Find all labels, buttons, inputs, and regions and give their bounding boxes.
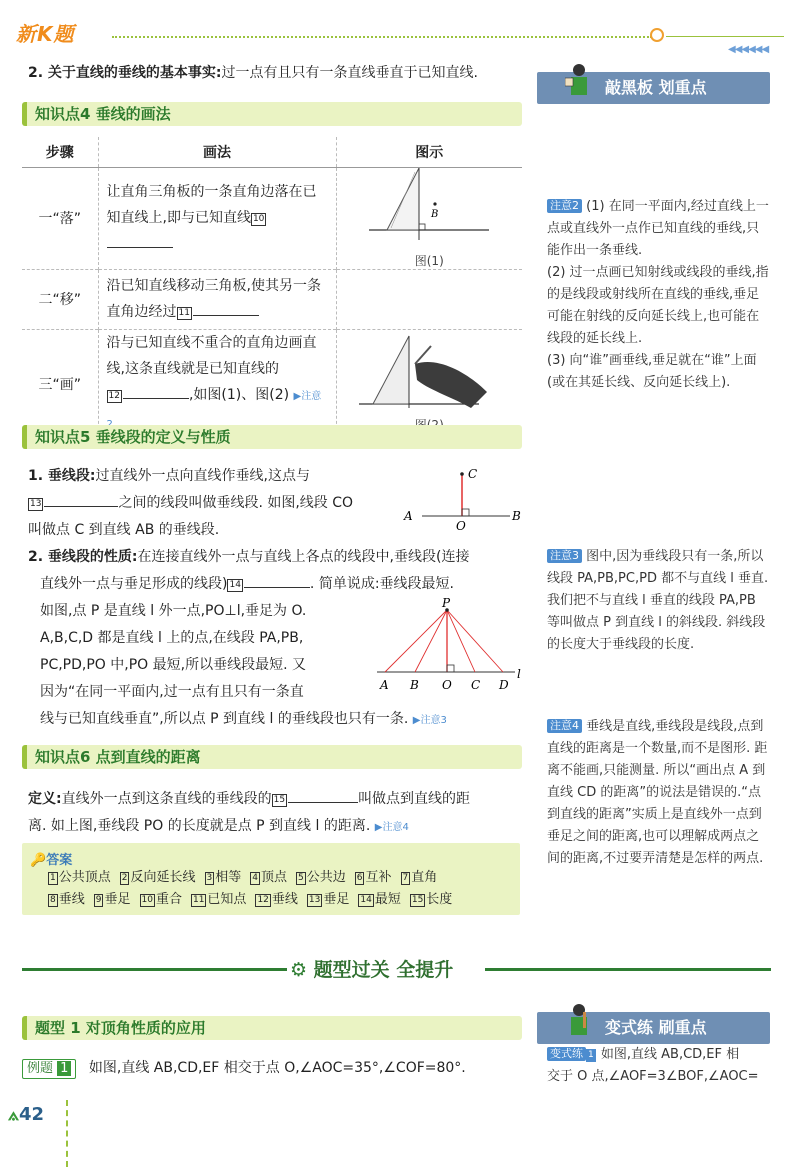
note-3: 注意3 图中,因为垂线段只有一条,所以线段 PA,PB,PC,PD 都不与直线 l 垂直. 我们把不与直线 l 垂直的线段 PA,PB 等叫做点 P 到直线 l 的斜线段. 斜线段的长度大于垂线段的长度.	[547, 549, 769, 652]
answer-item: 10 重合	[141, 892, 182, 907]
answer-item: 11 已知点	[192, 892, 247, 907]
section-banner: ⚙ 题型过关 全提升	[290, 959, 454, 981]
student-figure-icon	[565, 62, 593, 102]
figure-2-drawing-hand	[359, 334, 499, 412]
kp6-definition: 定义:直线外一点到这条直线的垂线段的 15 叫做点到直线的距 离. 如上图,垂线段 PO 的长度就是点 P 到直线 l 的距离. ▶注意4	[28, 791, 471, 834]
variant-tag: 变式练	[547, 1047, 586, 1061]
side-header-blackboard-title: 敲黑板 划重点	[605, 78, 707, 97]
header-circle-icon	[650, 28, 664, 42]
fig-label-b: B	[512, 509, 521, 523]
side-header-variant	[537, 1012, 770, 1044]
note-2-ref[interactable]: ▶注意	[293, 391, 322, 403]
note-3-ref[interactable]: ▶注意3	[412, 715, 447, 726]
note-2-p3: (3) 向“谁”画垂线,垂足就在“谁”上面(或在其延长线、反向延长线上).	[547, 353, 757, 390]
step-figure-cell	[336, 167, 522, 269]
answer-item: 2 反向延长线	[121, 870, 196, 885]
fig-label-o: O	[456, 519, 466, 532]
brand-logo: 新K题	[16, 22, 75, 46]
table-row	[22, 329, 522, 439]
answer-item: 12 垂线	[257, 892, 298, 907]
header-arrows-icon: ◀◀◀◀◀◀	[728, 44, 769, 55]
knowledge-point-6-title: 知识点6 点到直线的距离	[22, 745, 522, 769]
fig-label-a: A	[404, 509, 413, 523]
answer-item: 1 公共顶点	[50, 870, 111, 885]
answer-item: 13 垂足	[308, 892, 350, 907]
note-2: 注意2 (1) 在同一平面内,经过直线上一点或直线外一点作已知直线的垂线,只能作出一条垂线. (2) 过一点画已知射线或线段的垂线,指的是线段或射线所在直线的垂线,垂足可能在射线的反向延长线上,也可能在线段的延长线上. (3) 向“谁”画垂线,垂足就在“谁”上面(或在其延长线、反向延长线上).	[547, 196, 772, 394]
col-header-step: 步骤	[22, 137, 98, 167]
fig-label-c: C	[471, 678, 481, 692]
example-1: 例题 1 如图,直线 AB,CD,EF 相交于点 O,∠AOC=35°,∠COF=80°.	[22, 1055, 522, 1082]
answer-item: 5 公共边	[298, 870, 346, 885]
answer-row-2	[48, 890, 461, 910]
step-method: 沿与已知直线不重合的直角边画直线,这条直线就是已知直线的 12 ,如图(1)、图(2) ▶注意	[98, 329, 336, 439]
student-figure-icon	[565, 1002, 593, 1042]
variant-practice-1: 变式练 1 如图,直线 AB,CD,EF 相 交于 O 点,∠AOF=3∠BOF,∠AOC=	[547, 1047, 759, 1084]
answer-item: 8 垂线	[50, 892, 85, 907]
table-row	[22, 167, 522, 269]
note-4: 注意4 垂线是直线,垂线段是线段,点到直线的距离是一个数量,而不是图形. 距离不能画,只能测量. 所以“画出点 A 到直线 CD 的距离”的说法是错误的.“点到直线的距离”实质上是直线外一点到垂足之间的距离,也可以理解成两点之间的距离,不过要弄清楚是怎样的两点.	[547, 719, 768, 866]
perpendicular-segment-figure	[400, 462, 530, 532]
side-header-variant-title: 变式练 刷重点	[605, 1018, 707, 1037]
knowledge-point-4-title: 知识点4 垂线的画法	[22, 102, 522, 126]
step-figure-cell	[336, 329, 522, 439]
knowledge-point-5-title: 知识点5 垂线段的定义与性质	[22, 425, 522, 449]
step-figure-cell-empty	[336, 269, 522, 329]
fig-label-c: C	[468, 467, 478, 481]
step-method: 沿已知直线移动三角板,使其另一条直角边经过 11	[98, 269, 336, 329]
fact-2-text: 过一点有且只有一条直线垂直于已知直线.	[221, 65, 478, 81]
figure-1-set-square	[369, 168, 489, 248]
figure-1-point-label: B	[431, 208, 439, 220]
answer-item: 3 相等	[206, 870, 242, 885]
drawing-steps-table	[22, 137, 522, 439]
answer-item: 14 最短	[360, 892, 401, 907]
side-header-blackboard	[537, 72, 770, 104]
step-method: 让直角三角板的一条直角边落在已知直线上,即与已知直线 10	[98, 167, 336, 269]
fig-label-a: A	[380, 678, 389, 692]
step-label: 二“移”	[22, 269, 98, 329]
fact-2-prefix: 2. 关于直线的垂线的基本事实:	[28, 65, 222, 81]
col-header-figure: 图示	[336, 137, 522, 167]
header-rule	[666, 36, 784, 37]
answer-title: 🔑答案	[30, 853, 73, 868]
compass-icon: ⟑	[8, 1104, 19, 1125]
fig-label-d: D	[499, 678, 509, 692]
key-icon: 🔑	[30, 853, 47, 868]
fig-label-o: O	[442, 678, 452, 692]
answer-item: 9 垂足	[95, 892, 131, 907]
step-label: 三“画”	[22, 329, 98, 439]
slant-segments-figure	[375, 598, 525, 694]
fact-2	[28, 60, 478, 87]
fig-label-b: B	[410, 678, 419, 692]
note-2-tag: 注意2	[547, 199, 582, 213]
section-banner-line-right	[485, 968, 771, 971]
answer-item: 15 长度	[411, 892, 453, 907]
figure-1-caption: 图(1)	[414, 253, 444, 268]
footer-dash	[66, 1100, 68, 1167]
example-tag: 例题 1	[22, 1059, 76, 1079]
answer-item: 4 顶点	[252, 870, 287, 885]
note-2-p2: (2) 过一点画已知射线或线段的垂线,指的是线段或射线所在直线的垂线,垂足可能在射线的反向延长线上,也可能在线段的延长线上.	[547, 265, 769, 346]
kp5-definition-1: 1. 垂线段:过直线外一点向直线作垂线,这点与 13 之间的线段叫做垂线段. 如图,线段 CO 叫做点 C 到直线 AB 的垂线段.	[28, 468, 354, 538]
header-dotted-line	[112, 36, 652, 38]
answer-item: 6 互补	[356, 870, 392, 885]
gear-icon: ⚙	[290, 959, 308, 981]
note-4-tag: 注意4	[547, 719, 582, 733]
step-label: 一“落”	[22, 167, 98, 269]
fig-label-p: P	[442, 598, 451, 610]
note-3-tag: 注意3	[547, 549, 582, 563]
kp5-definition-2: 2. 垂线段的性质:在连接直线外一点与直线上各点的线段中,垂线段(连接 直线外一点与垂足形成的线段) 14 . 简单说成:垂线段最短. 如图,点 P 是直线 l 外一点,PO⊥l,垂足为 O. A,B,C,D 都是直线 l 上的点,在线段 PA,PB, PC,PD,PO 中,PO 最短,所以垂线段最短. 又 因为“在同一平面内,过一点有且只有一条直 线与已知直线垂直”,所以点 P 到直线 l 的垂线段也只有一条. ▶注意3	[28, 549, 470, 727]
page-number: ⟑42	[8, 1104, 45, 1125]
section-banner-line-left	[22, 968, 287, 971]
answer-row-1	[48, 868, 446, 888]
question-type-1-title: 题型 1 对顶角性质的应用	[22, 1016, 522, 1040]
table-row	[22, 269, 522, 329]
fig-label-l: l	[517, 667, 521, 681]
note-4-ref[interactable]: ▶注意4	[374, 822, 409, 833]
answer-item: 7 直角	[402, 870, 438, 885]
col-header-method: 画法	[98, 137, 336, 167]
